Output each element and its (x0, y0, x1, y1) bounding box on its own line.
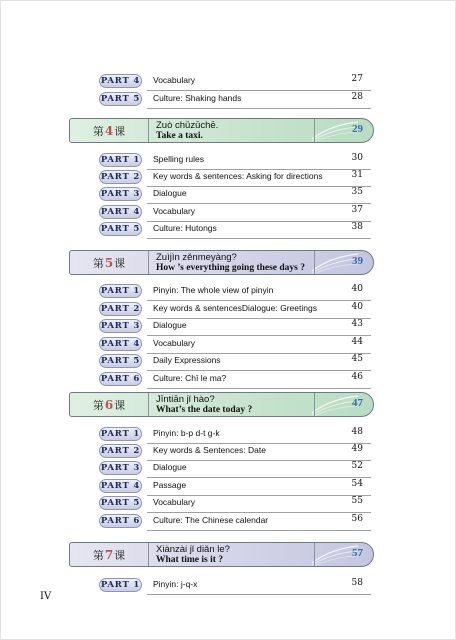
entry-page-number: 55 (351, 496, 363, 506)
entry-page-number: 45 (351, 354, 363, 364)
lesson-header-7[interactable] (69, 542, 374, 567)
entry-title: Spelling rules (153, 154, 205, 164)
lesson-label (70, 119, 149, 142)
entry-title: Culture: Hutongs (153, 223, 217, 233)
part-badge: PART 4 (100, 481, 141, 491)
toc-entry[interactable] (99, 427, 371, 442)
entry-title: Vocabulary (153, 75, 196, 85)
entry-rule (147, 512, 371, 513)
entry-page-number: 31 (351, 170, 363, 180)
toc-entry[interactable] (99, 372, 371, 387)
lesson-label-suffix: 课 (114, 548, 126, 562)
entry-title: Daily Expressions (153, 355, 221, 365)
part-badge: PART 3 (100, 321, 141, 331)
toc-entry[interactable] (99, 222, 371, 237)
part-badge: PART 5 (100, 498, 141, 508)
entry-page-number: 27 (351, 74, 363, 84)
entry-title: Pinyin: j-q-x (153, 579, 198, 589)
lesson-label-prefix: 第 (92, 548, 104, 562)
lesson-header-4[interactable] (69, 118, 374, 143)
entry-rule (147, 388, 371, 389)
entry-rule (147, 335, 371, 336)
lesson-page-number: 57 (352, 547, 363, 559)
lesson-page-number: 39 (352, 255, 363, 267)
toc-entry[interactable] (99, 479, 371, 494)
part-badge: PART 1 (100, 580, 141, 590)
lesson-header-5[interactable] (69, 250, 374, 275)
lesson-number: 5 (104, 255, 114, 270)
lesson-english-title: What’s the date today ? (156, 405, 253, 415)
entry-title: Vocabulary (153, 497, 196, 507)
entry-rule (147, 203, 371, 204)
entry-page-number: 40 (351, 284, 363, 294)
toc-entry[interactable] (99, 496, 371, 511)
entry-rule (147, 90, 371, 91)
entry-rule (147, 530, 371, 531)
toc-entry[interactable] (99, 461, 371, 476)
toc-entry[interactable] (99, 319, 371, 334)
lesson-page-number: 29 (352, 123, 363, 135)
entry-title: Culture: Shaking hands (153, 93, 242, 103)
part-badge: PART 4 (100, 76, 141, 86)
entry-page-number: 52 (351, 461, 363, 471)
part-badge: PART 1 (100, 429, 141, 439)
toc-entry[interactable] (99, 514, 371, 529)
entry-page-number: 30 (351, 153, 363, 163)
part-badge: PART 6 (100, 516, 141, 526)
entry-page-number: 49 (351, 444, 363, 454)
part-badge: PART 2 (100, 172, 141, 182)
band-divider (314, 119, 315, 142)
lesson-label (70, 251, 149, 274)
entry-title: Vocabulary (153, 338, 196, 348)
lesson-label-suffix: 课 (114, 398, 126, 412)
part-badge: PART 4 (100, 339, 141, 349)
toc-entry[interactable] (99, 444, 371, 459)
lesson-english-title: What time is it ? (156, 555, 224, 565)
toc-entry[interactable] (99, 153, 371, 168)
toc-entry[interactable] (99, 284, 371, 299)
entry-page-number: 35 (351, 187, 363, 197)
lesson-header-6[interactable] (69, 392, 374, 417)
part-badge: PART 5 (100, 224, 141, 234)
part-badge: PART 6 (100, 374, 141, 384)
band-divider (314, 251, 315, 274)
lesson-pinyin-title: Xiànzài jǐ diǎn le? (156, 544, 230, 555)
toc-entry[interactable] (99, 337, 371, 352)
entry-title: Culture: The Chinese calendar (153, 515, 269, 525)
toc-entry[interactable] (99, 578, 371, 593)
page-folio: IV (40, 591, 52, 602)
entry-page-number: 38 (351, 222, 363, 232)
entry-page-number: 37 (351, 205, 363, 215)
lesson-english-title: How ’s everything going these days ? (156, 263, 306, 273)
lesson-label-prefix: 第 (92, 256, 104, 270)
entry-title: Dialogue (153, 462, 187, 472)
lesson-number: 4 (104, 123, 114, 138)
entry-page-number: 44 (351, 337, 363, 347)
entry-rule (147, 477, 371, 478)
entry-title: Dialogue (153, 320, 187, 330)
band-divider (314, 393, 315, 416)
entry-rule (147, 594, 371, 595)
entry-title: Key words & sentences: Asking for directions (153, 171, 323, 181)
lesson-label-suffix: 课 (114, 124, 126, 138)
entry-page-number: 48 (351, 427, 363, 437)
entry-title: Culture: Chī le ma? (153, 373, 227, 383)
part-badge: PART 2 (100, 304, 141, 314)
entry-title: Vocabulary (153, 206, 196, 216)
entry-page-number: 40 (351, 302, 363, 312)
part-badge: PART 1 (100, 286, 141, 296)
toc-entry[interactable] (99, 170, 371, 185)
part-badge: PART 1 (100, 155, 141, 165)
lesson-label-prefix: 第 (92, 124, 104, 138)
entry-rule (147, 108, 371, 109)
lesson-label (70, 393, 149, 416)
toc-entry[interactable] (99, 205, 371, 220)
lesson-pinyin-title: Zuò chūzūchē. (156, 120, 219, 131)
entry-page-number: 46 (351, 372, 363, 382)
part-badge: PART 3 (100, 189, 141, 199)
toc-entry[interactable] (99, 74, 371, 89)
entry-page-number: 28 (351, 92, 363, 102)
part-badge: PART 2 (100, 446, 141, 456)
entry-page-number: 54 (351, 479, 363, 489)
entry-title: Key words & sentencesDialogue: Greetings (153, 303, 317, 313)
lesson-label (70, 543, 149, 566)
toc-entry[interactable] (99, 302, 371, 317)
part-badge: PART 4 (100, 207, 141, 217)
entry-title: Dialogue (153, 188, 187, 198)
entry-title: Key words & Sentences: Date (153, 445, 266, 455)
lesson-label-suffix: 课 (114, 256, 126, 270)
part-badge: PART 5 (100, 356, 141, 366)
lesson-pinyin-title: Zuìjìn zěnmeyàng? (156, 252, 237, 263)
part-badge: PART 5 (100, 94, 141, 104)
lesson-page-number: 47 (352, 397, 363, 409)
entry-page-number: 43 (351, 319, 363, 329)
lesson-number: 6 (104, 397, 114, 412)
entry-page-number: 58 (351, 578, 363, 588)
toc-entry[interactable] (99, 187, 371, 202)
toc-entry[interactable] (99, 92, 371, 107)
lesson-label-prefix: 第 (92, 398, 104, 412)
toc-entry[interactable] (99, 354, 371, 369)
band-divider (314, 543, 315, 566)
entry-title: Pinyin: The whole view of pinyin (153, 285, 274, 295)
part-badge: PART 3 (100, 463, 141, 473)
lesson-pinyin-title: Jīntiān jǐ hào? (156, 394, 215, 405)
entry-rule (147, 238, 371, 239)
entry-title: Pinyin: b-p d-t g-k (153, 428, 220, 438)
entry-rule (147, 300, 371, 301)
lesson-number: 7 (104, 547, 114, 562)
entry-page-number: 56 (351, 514, 363, 524)
entry-rule (147, 370, 371, 371)
entry-title: Passage (153, 480, 187, 490)
lesson-english-title: Take a taxi. (156, 131, 203, 141)
